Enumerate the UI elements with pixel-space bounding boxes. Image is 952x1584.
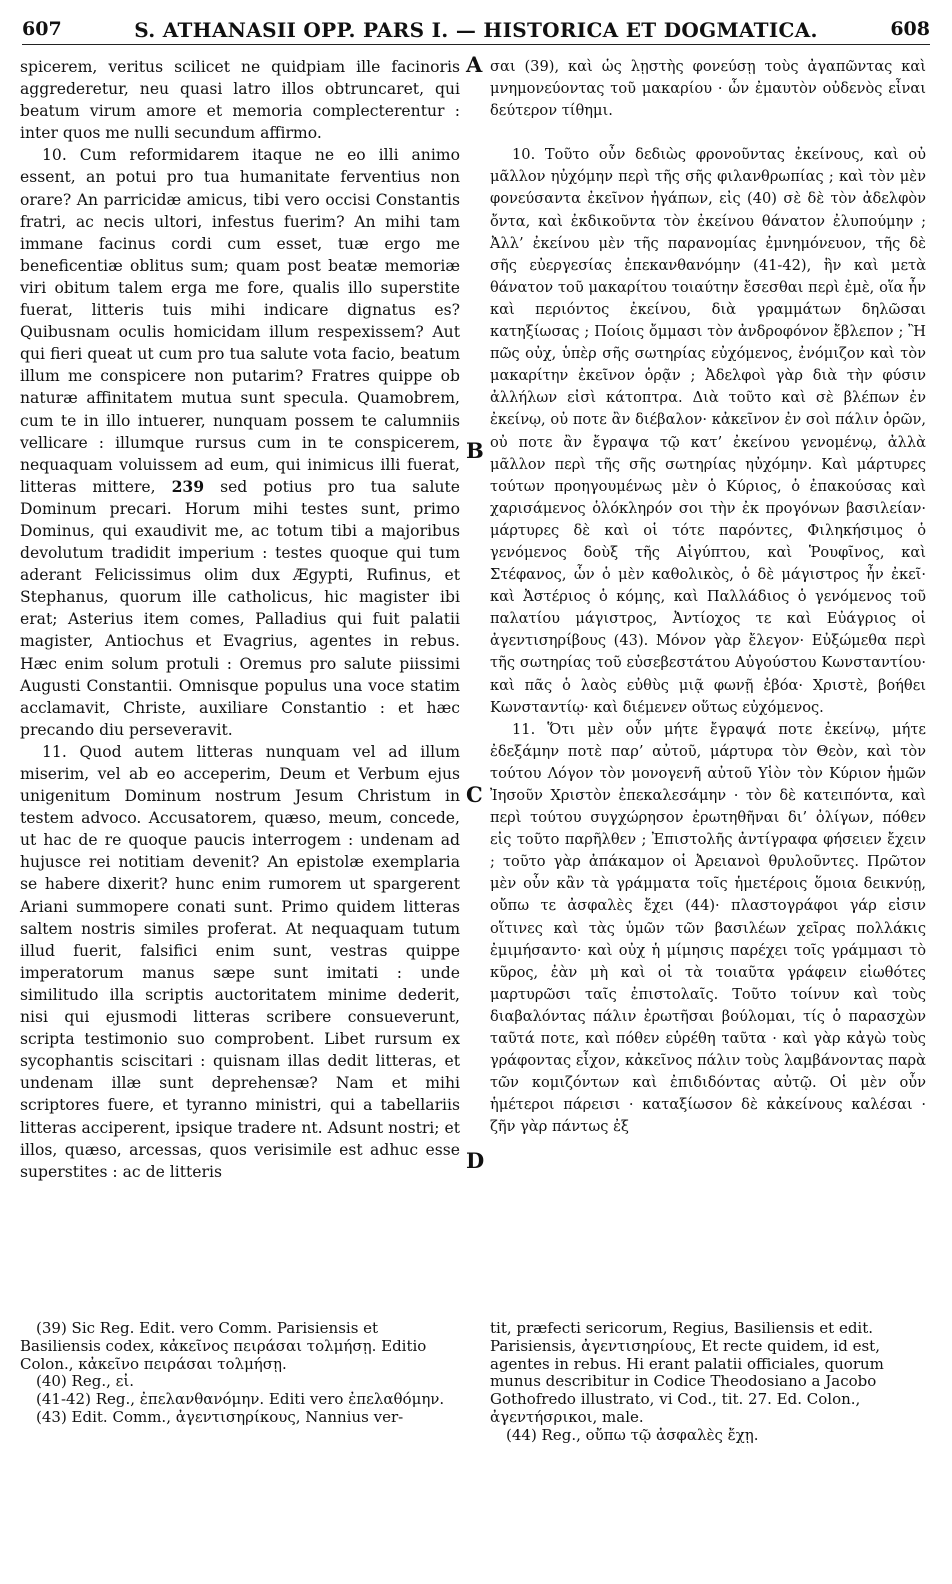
page-number-right: 608 bbox=[890, 18, 930, 40]
margin-letter-d: D bbox=[466, 1148, 485, 1173]
footnote-39: (39) Sic Reg. Edit. vero Comm. Parisiensis et Basiliensis codex, κἀκεῖνος πειράσαι τολμήσῃ. Editio Colon., κἀκεῖνο πειράσαι τολμήσῃ. bbox=[20, 1319, 427, 1373]
greek-paragraph-continuation: σαι (39), καὶ ὡς λῃστὴς φονεύσῃ τοὺς ἀγαπῶντας καὶ μνημονεύοντας τοῦ μακαρίου · ὧν ἐμαυτὸν οὐδενὸς εἶναι δεύτερον τίθημι. bbox=[490, 58, 926, 120]
latin-paragraph-10-text-a: 10. Cum reformidarem itaque ne eo illi animo essent, an potui pro tua humanitate ferventius non orare? An parricidæ amicus, tibi vero occisi Constantis fratri, ac necis ultori, infestus fuerim? An mihi tam immane facinus cordi cum esset, tuæ ergo me beneficentiæ oblitus sum; quam post beatæ memoriæ viri obitum talem erga me fore, qualis illo superstite fuerat, litteris tuis mihi indicare dignatus es? Quibusnam oculis homicidam illum respexissem? Aut qui fieri queat ut cum pro tua salute vota facio, beatum illum me conspicere non putarim? Fratres quippe ob naturæ affinitatem mutua sunt specula. Quamobrem, cum te in illo intuerer, nunquam possem te calumniis vellicare : illumque rursus cum in te conspicerem, nequaquam voluissem ad eum, qui inimicus illi fuerat, litteras mittere, bbox=[20, 146, 460, 496]
page-number-left: 607 bbox=[22, 18, 62, 40]
latin-column bbox=[20, 56, 460, 1183]
footnote-40: (40) Reg., εἰ. bbox=[36, 1372, 135, 1391]
greek-column bbox=[490, 56, 926, 1139]
greek-paragraph-11: 11. Ὅτι μὲν οὖν μήτε ἔγραψά ποτε ἐκείνῳ, μήτε ἐδεξάμην ποτὲ παρ’ αὐτοῦ, μάρτυρα τὸν Θεὸν, καὶ τὸν τούτου Λόγον τὸν μονογενῆ αὐτοῦ Υἱὸν τὸν Κύριον ἡμῶν Ἰησοῦν Χριστὸν ἐπεκαλεσάμην · τὸν δὲ κατειπόντα, καὶ περὶ τούτου συγχώρησον ἐρωτηθῆναι δι’ ὀλίγων, πόθεν εἰς τοῦτο παρῆλθεν ; Ἐπιστολῆς ἀντίγραφα φήσειεν ἔχειν ; τοῦτο γὰρ ἀπάκαμον οἱ Ἀρειανοὶ θρυλοῦντες. Πρῶτον μὲν οὖν κἂν τὰ γράμματα τοῖς ἡμετέροις ὅμοια δεικνύῃ, οὔπω τε ἀσφαλὲς ἔχει (44)· πλαστογράφοι γάρ εἰσιν οἵτινες καὶ τὰς ὑμῶν τῶν βασιλέων χεῖρας πολλάκις ἐμιμήσαντο· καὶ οὐχ ἡ μίμησις παρέχει τοῖς γράμμασι τὸ κῦρος, ἐὰν μὴ καὶ οἱ τὰ τοιαῦτα γράφειν εἰωθότες μαρτυρῶσι ταῖς ἐπιστολαῖς. Τοῦτο τοίνυν καὶ τοὺς διαβαλόντας πάλιν ἐρωτῆσαι βούλομαι, τίς ὁ παρασχὼν ταῦτά ποτε, καὶ πόθεν εὑρέθη ταῦτα · καὶ γὰρ κἀγὼ τοὺς γράφοντας εἶχον, κἀκεῖνος πάλιν τοὺς λαμβάνοντας παρὰ τῶν κομιζόντων καὶ ἐπιδιδόντας αὐτῷ. Οἱ μὲν οὖν ἡμέτεροι πάρεισι · καταξίωσον δὲ κἀκείνους καλέσαι · ζῆν γὰρ πάντως ἐξ bbox=[490, 720, 926, 1136]
margin-letter-b: B bbox=[466, 438, 484, 463]
margin-letter-a: A bbox=[466, 52, 483, 77]
section-number: 239 bbox=[171, 476, 205, 496]
margin-letter-c: C bbox=[466, 782, 483, 807]
running-title: S. ATHANASII OPP. PARS I. — HISTORICA ET DOGMATICA. bbox=[134, 18, 818, 42]
greek-paragraph-10: 10. Τοῦτο οὖν δεδιὼς φρονοῦντας ἐκείνους, καὶ οὐ μᾶλλον ηὐχόμην περὶ τῆς σῆς φιλανθρωπίας ; καὶ τὸν μὲν φονεύσαντα ἐκεῖνον ἠγάπων, εἰς (40) σὲ δὲ τὸν ἀδελφὸν ὄντα, καὶ ἐκδικοῦντα τὸν ἐκείνου θάνατον ἐλυπούμην ; Ἀλλ’ ἐκείνου μὲν τῆς παρανομίας ἐμνημόνευον, τῆς δὲ σῆς εὐεργεσίας ἐπεκανθανόμην (41-42), ἣν καὶ μετὰ θάνατον τοῦ μακαρίτου τοιαύτην ἔσεσθαι περὶ ἐμὲ, οἵα ἦν καὶ περιόντος ἐκείνου, διὰ γραμμάτων δηλῶσαι κατηξίωσας ; Ποίοις ὄμμασι τὸν ἀνδροφόνον ἔβλεπον ; Ἢ πῶς οὐχ, ὑπὲρ σῆς σωτηρίας εὐχόμενος, ἐνόμιζον καὶ τὸν μακαρίτην ἐκεῖνον ὁρᾷν ; Ἀδελφοὶ γὰρ διὰ τὴν φύσιν ἀλλήλων εἰσὶ κάτοπτρα. Διὰ τοῦτο καὶ σὲ βλέπων ἐν ἐκείνῳ, οὐ ποτε ἂν διέβαλον· κἀκεῖνον ἐν σοὶ πάλιν ὁρῶν, οὐ ποτε ἂν ἔγραψα τῷ κατ’ ἐκείνου γενομένῳ, ἀλλὰ μᾶλλον περὶ τῆς σῆς σωτηρίας ηὐχόμην. Καὶ μάρτυρες τούτων προηγουμένως μὲν ὁ Κύριος, ὁ ἐπακούσας καὶ χαρισάμενος ὁλόκληρόν σοι τὴν ἐκ προγόνων βασιλείαν· μάρτυρες δὲ καὶ οἱ τότε παρόντες, Φιληκήσιμος ὁ γενόμενος δοὺξ τῆς Αἰγύπτου, καὶ Ῥουφῖνος, καὶ Στέφανος, ὧν ὁ μὲν καθολικὸς, ὁ δὲ μάγιστρος ἦν ἐκεῖ· καὶ Ἀστέριος ὁ κόμης, καὶ Παλλάδιος ὁ γενόμενος τοῦ παλατίου μάγιστρος, Ἀντίοχος τε καὶ Εὐάγριος οἱ ἀγεντισηρίβους (43). Μόνον γὰρ ἔλεγον· Εὐξώμεθα περὶ τῆς σωτηρίας τοῦ εὐσεβεστάτου Αὐγούστου Κωνσταντίου· καὶ πᾶς ὁ λαὸς εὐθὺς μιᾷ φωνῇ ἐβόα· Χριστὲ, βοήθει Κωνσταντίῳ· καὶ διέμενεν οὕτως εὐχόμενος. bbox=[490, 146, 926, 716]
footnote-43-continued: tit, præfecti sericorum, Regius, Basiliensis et edit. Parisiensis, ἀγεντισηρίους, Et recte quidem, id est, agentes in rebus. Hi erant palatii officiales, quorum munus describitur in Codice Theodosiano a Jacobo Gothofredo illustrato, vi Cod., tit. 27. Ed. Colon., ἀγεντήσρικοι, male. bbox=[490, 1319, 884, 1426]
latin-paragraph-continuation: spicerem, veritus scilicet ne quidpiam ille facinoris aggrederetur, neu quasi latro illos obtruncaret, qui beatum virum amore et memoria complecterentur : inter quos me nulli secundum affirmo. bbox=[20, 58, 460, 143]
footnote-44: (44) Reg., οὔπω τῷ ἀσφαλὲς ἔχῃ. bbox=[506, 1425, 759, 1444]
latin-paragraph-11: 11. Quod autem litteras nunquam vel ad illum miserim, vel ab eo acceperim, Deum et Verbum ejus unigenitum Dominum nostrum Jesum Christum in testem advoco. Accusatorem, quæso, meum, concede, ut hac de re quoque paucis interrogem : undenam ad hujusce rei notitiam devenit? An epistolæ exemplaria se habere dixerit? hunc enim rumorem ut spargerent Ariani summopere conati sunt. Primo quidem litteras saltem nostris similes proferat. At nequaquam tutum illud fuerit, falsifici enim sunt, vestras quippe imperatorum manus sæpe sunt imitati : unde similitudo illa scriptis auctoritatem minime dederit, nisi qui ejusmodi litteras scribere consueverunt, scripta testimonio suo comprobent. Libet rursum ex sycophantis sciscitari : quisnam illas dedit litteras, et undenam illæ sunt deprehensæ? Nam et mihi scriptores fuere, et tyranno ministri, qui a tabellariis litteras acciperent, ipsique tradere nt. Adsunt nostri; et illos, quæso, arcessas, quos verisimile est adhuc esse superstites : ac de litteris bbox=[20, 742, 460, 1181]
footnotes-right bbox=[490, 1320, 926, 1445]
latin-paragraph-10 bbox=[20, 144, 460, 741]
running-header bbox=[22, 18, 930, 45]
footnote-41-42: (41-42) Reg., ἐπελανθανόμην. Editi vero ἐπελαθόμην. bbox=[36, 1390, 445, 1409]
footnote-43: (43) Edit. Comm., ἀγεντισηρίκους, Nannius ver- bbox=[36, 1407, 404, 1426]
latin-paragraph-10-text-b: sed potius pro tua salute Dominum precari. Horum mihi testes sunt, primo Dominus, qui exaudivit me, ac totum tibi a majoribus devolutum tradidit imperium : testes quoque qui tum aderant Felicissimus olim dux Ægypti, Rufinus, et Stephanus, quorum ille catholicus, hic magister ibi erat; Asterius item comes, Palladius qui fuit palatii magister, Antiochus et Evagrius, agentes in rebus. Hæc enim solum protuli : Oremus pro salute piissimi Augusti Constantii. Omnisque populus una voce statim acclamavit, Christe, auxiliare Constantio : et hæc precando diu perseveravit. bbox=[20, 477, 460, 739]
footnotes-left bbox=[20, 1320, 460, 1427]
